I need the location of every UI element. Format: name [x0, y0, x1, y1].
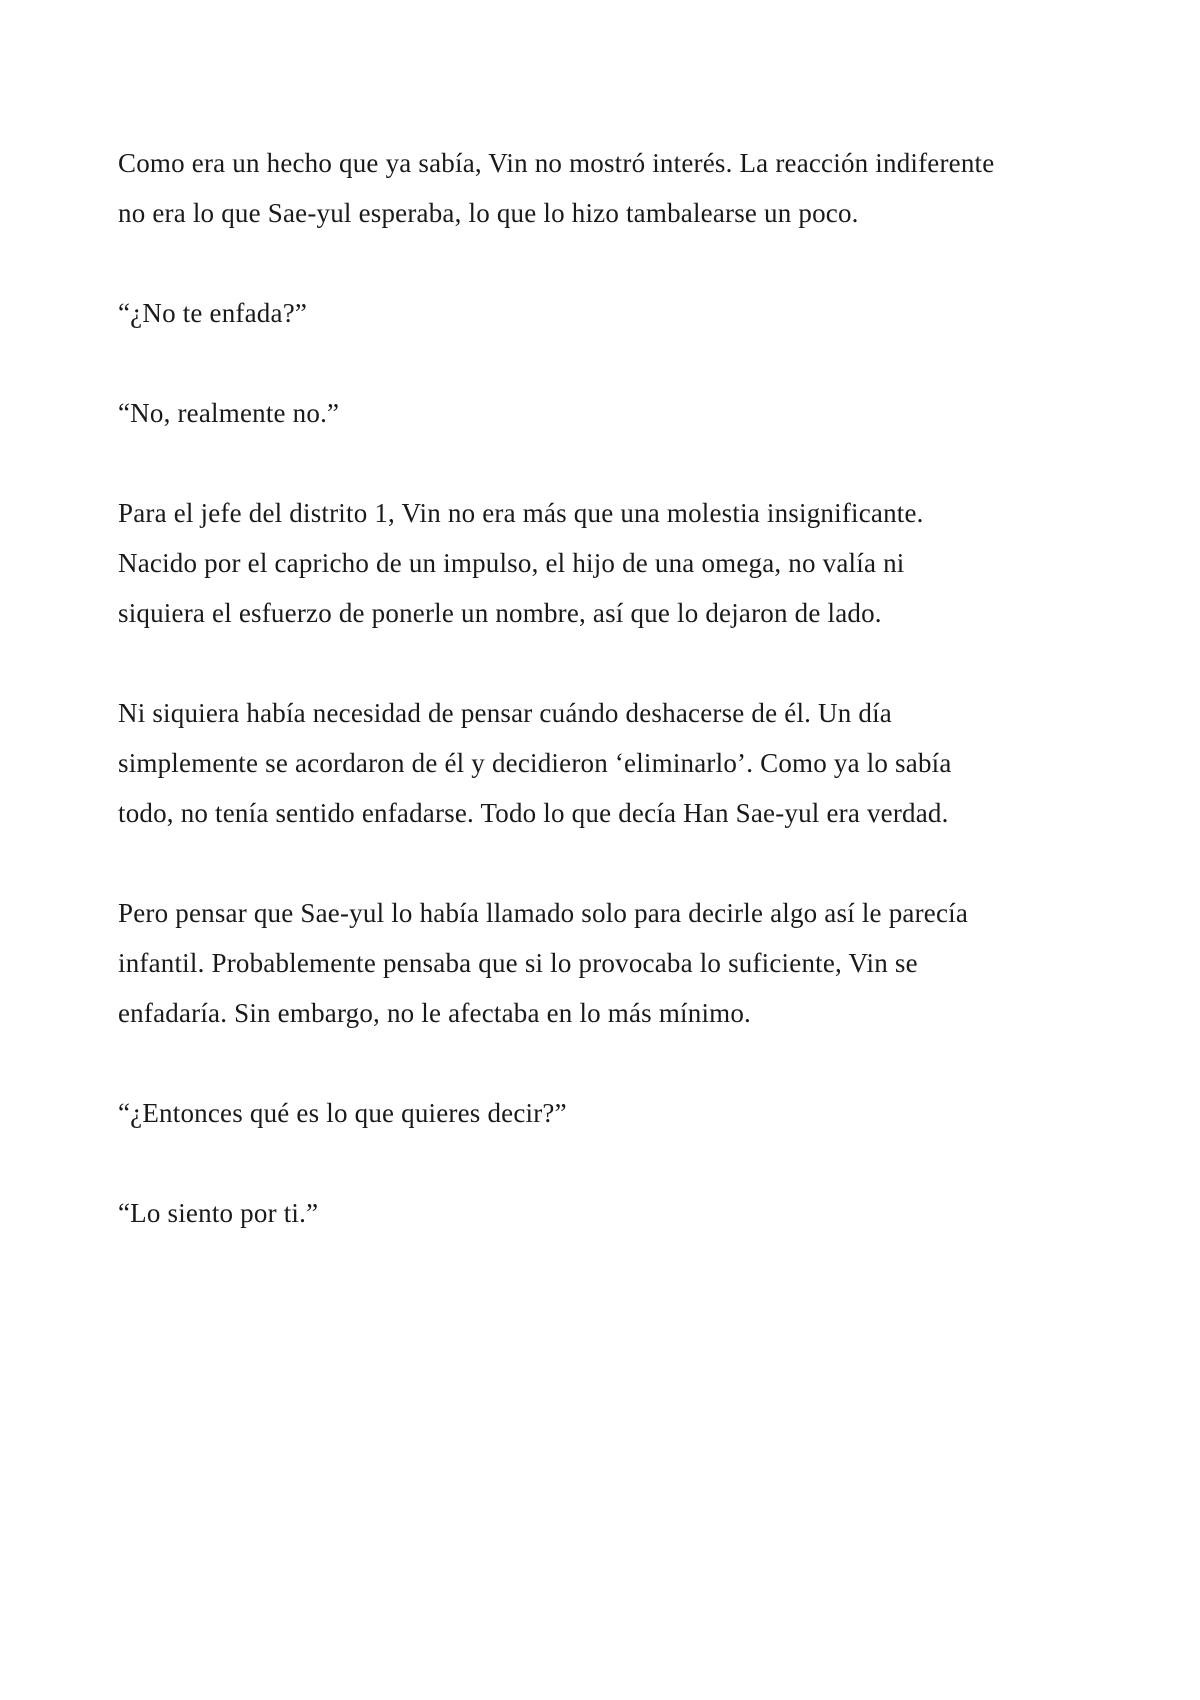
paragraph-dialogue-3: “¿Entonces qué es lo que quieres decir?” — [118, 1098, 567, 1128]
paragraph-dialogue-1: “¿No te enfada?” — [118, 298, 308, 328]
paragraph-dialogue-2: “No, realmente no.” — [118, 398, 340, 428]
paragraph-narration-4: Pero pensar que Sae-yul lo había llamado solo para decirle algo así le parecía infantil. Probablemente pensaba que si lo provocaba lo suficiente, Vin se enfadaría. Sin embargo, no le afectaba en lo más mínimo. — [118, 898, 969, 1028]
paragraph-narration-3: Ni siquiera había necesidad de pensar cuándo deshacerse de él. Un día simplemente se acordaron de él y decidieron ‘eliminarlo’. Como ya lo sabía todo, no tenía sentido enfadarse. Todo lo que decía Han Sae-yul era verdad. — [118, 698, 952, 828]
document-page — [118, 138, 998, 1238]
paragraph-narration-1: Como era un hecho que ya sabía, Vin no mostró interés. La reacción indiferente no era lo que Sae-yul esperaba, lo que lo hizo tambalearse un poco. — [118, 148, 995, 228]
paragraph-dialogue-4: “Lo siento por ti.” — [118, 1198, 319, 1228]
paragraph-narration-2: Para el jefe del distrito 1, Vin no era más que una molestia insignificante. Nacido por el capricho de un impulso, el hijo de una omega, no valía ni siquiera el esfuerzo de ponerle un nombre, así que lo dejaron de lado. — [118, 498, 924, 628]
